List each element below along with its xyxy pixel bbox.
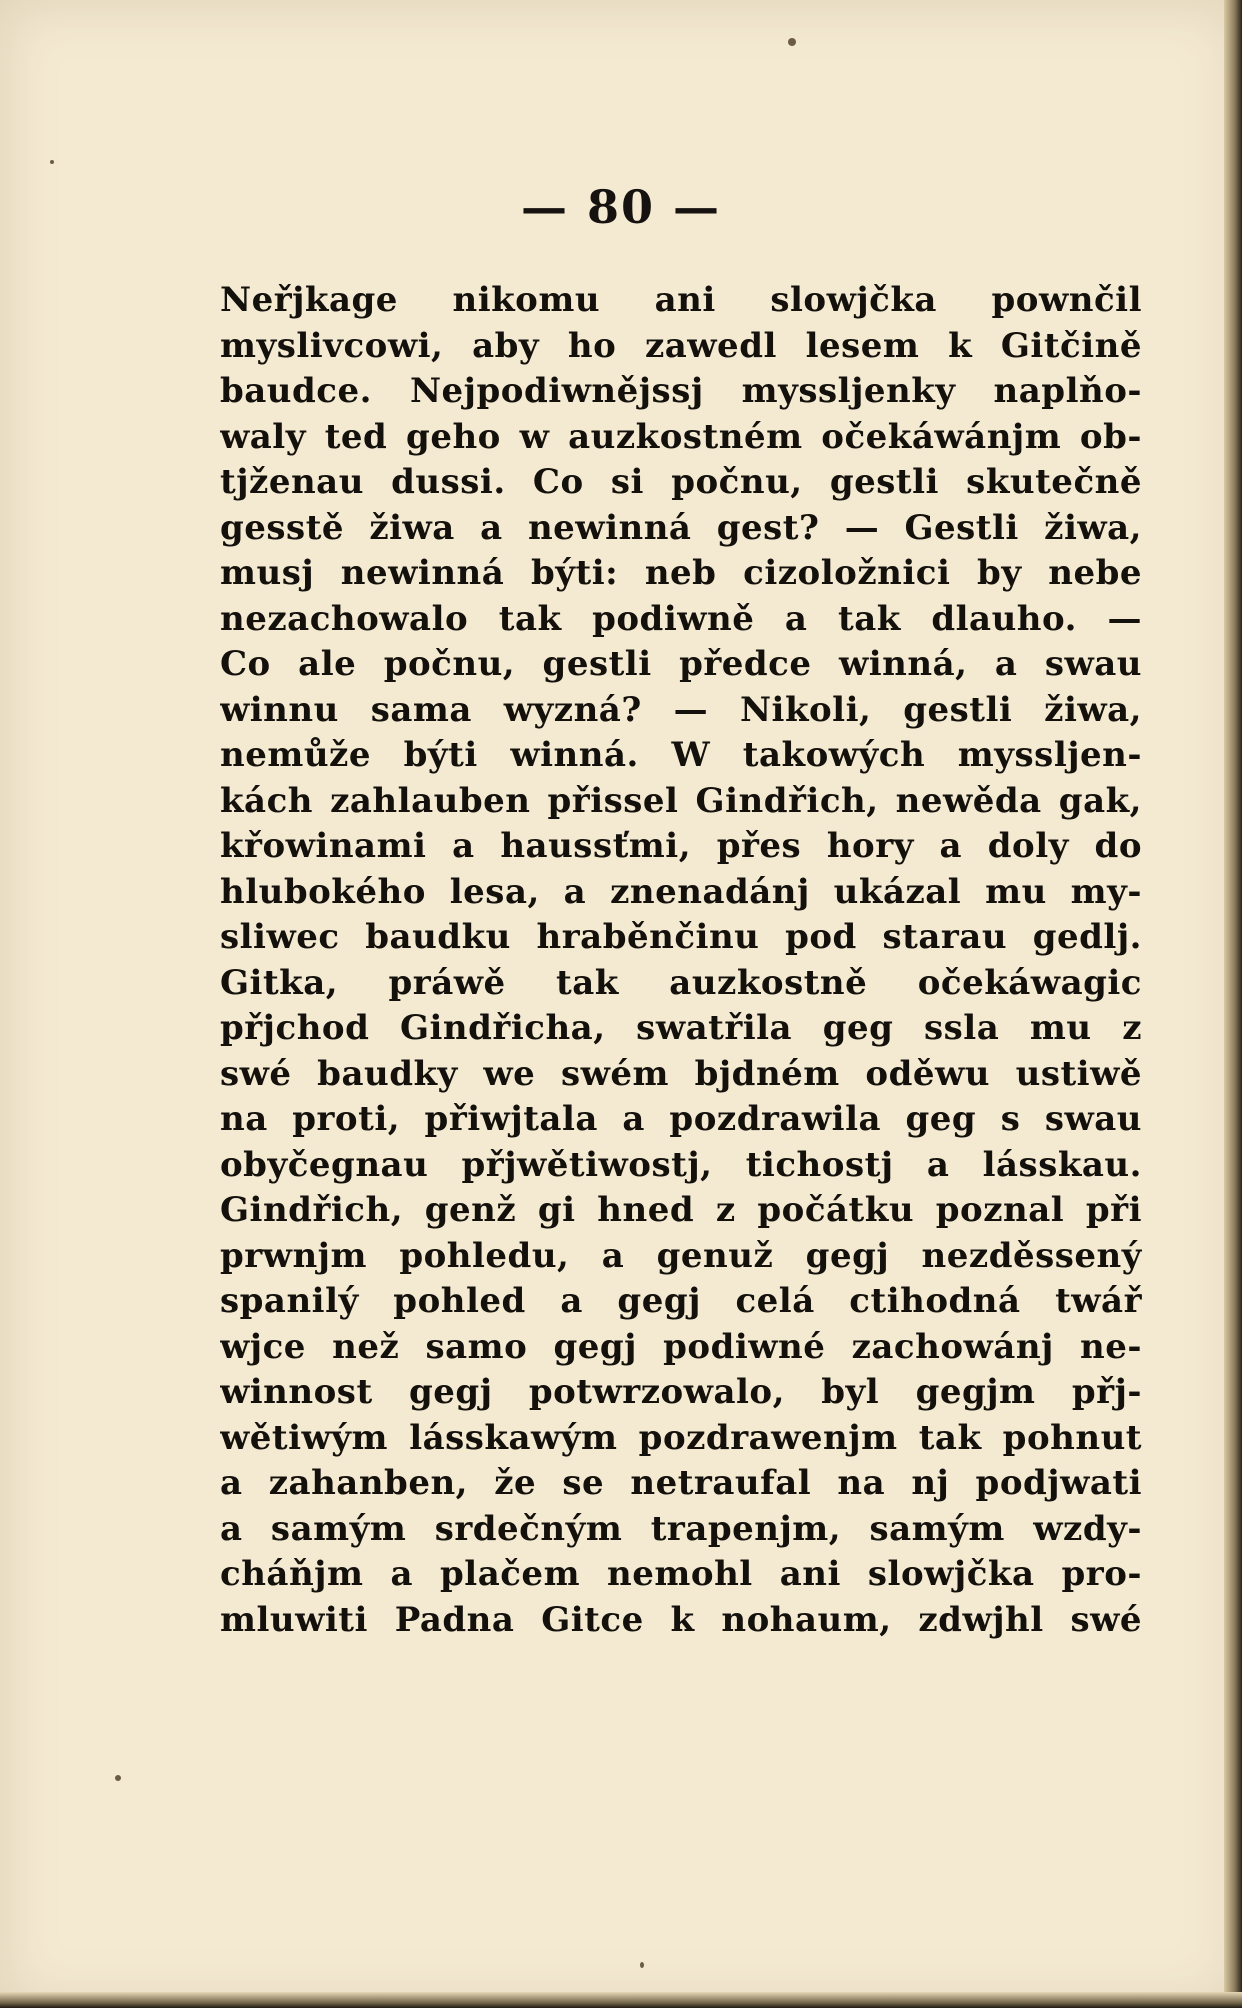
text-line: přjchod Gindřicha, swatřila geg ssla mu z <box>220 1008 1142 1048</box>
text-line: křowinami a haussťmi, přes hory a doly do <box>220 826 1142 866</box>
text-line: wjce než samo gegj podiwné zachowánj ne- <box>220 1326 1142 1367</box>
page-number: — 80 — <box>520 180 722 234</box>
text-line: obyčegnau přjwětiwostj, tichostj a lásskau. <box>220 1144 1142 1185</box>
text-line: a zahanben, že se netraufal na nj podjwati <box>220 1463 1142 1503</box>
text-line: na proti, přiwjtala a pozdrawila geg s swau <box>220 1099 1142 1139</box>
text-line: baudce. Nejpodiwnějssj myssljenky naplňo- <box>220 371 1142 411</box>
text-line: musj newinná býti: neb cizoložnici by nebe <box>220 553 1142 593</box>
text-line: sliwec baudku hraběnčinu pod starau gedlj. <box>220 917 1142 957</box>
text-line: kách zahlauben přissel Gindřich, newěda gak, <box>220 780 1142 821</box>
text-line: tjženau dussi. Co si počnu, gestli skutečně <box>220 462 1142 502</box>
paper-speck <box>50 160 54 164</box>
body-text <box>220 278 1142 1643</box>
text-line: winnu sama wyzná? — Nikoli, gestli žiwa, <box>220 689 1142 730</box>
text-line: swé baudky we swém bjdném oděwu ustiwě <box>220 1053 1142 1094</box>
text-line: cháňjm a plačem nemohl ani slowjčka pro- <box>220 1554 1142 1594</box>
paper-speck <box>640 1962 644 1968</box>
text-line: Co ale počnu, gestli předce winná, a swau <box>220 644 1142 684</box>
text-line: Neřjkage nikomu ani slowjčka pownčil <box>220 280 1142 320</box>
text-line: waly ted geho w auzkostném očekáwánjm ob- <box>220 416 1142 457</box>
text-line: a samým srdečným trapenjm, samým wzdy- <box>220 1508 1142 1549</box>
page-edge-right <box>1224 0 1242 2008</box>
text-line: prwnjm pohledu, a genuž gegj nezděssený <box>220 1235 1142 1276</box>
text-line: Gindřich, genž gi hned z počátku poznal při <box>220 1190 1142 1230</box>
page-edge-bottom <box>0 1992 1242 2008</box>
text-line: hlubokého lesa, a znenadánj ukázal mu my- <box>220 871 1142 912</box>
text-line: spanilý pohled a gegj celá ctihodná twář <box>220 1281 1142 1321</box>
text-line: winnost gegj potwrzowalo, byl gegjm přj- <box>220 1372 1142 1412</box>
paper-speck <box>115 1775 121 1781</box>
text-line: Gitka, práwě tak auzkostně očekáwagic <box>220 962 1142 1003</box>
text-line: wětiwým lásskawým pozdrawenjm tak pohnut <box>220 1417 1142 1458</box>
paper-speck <box>788 38 796 46</box>
text-line: nemůže býti winná. W takowých myssljen- <box>220 735 1142 775</box>
text-line: gesstě žiwa a newinná gest? — Gestli žiwa, <box>220 507 1142 548</box>
text-line: nezachowalo tak podiwně a tak dlauho. — <box>220 598 1142 639</box>
text-line: mluwiti Padna Gitce k nohaum, zdwjhl swé <box>220 1599 1142 1640</box>
text-line: myslivcowi, aby ho zawedl lesem k Gitčině <box>220 325 1142 366</box>
